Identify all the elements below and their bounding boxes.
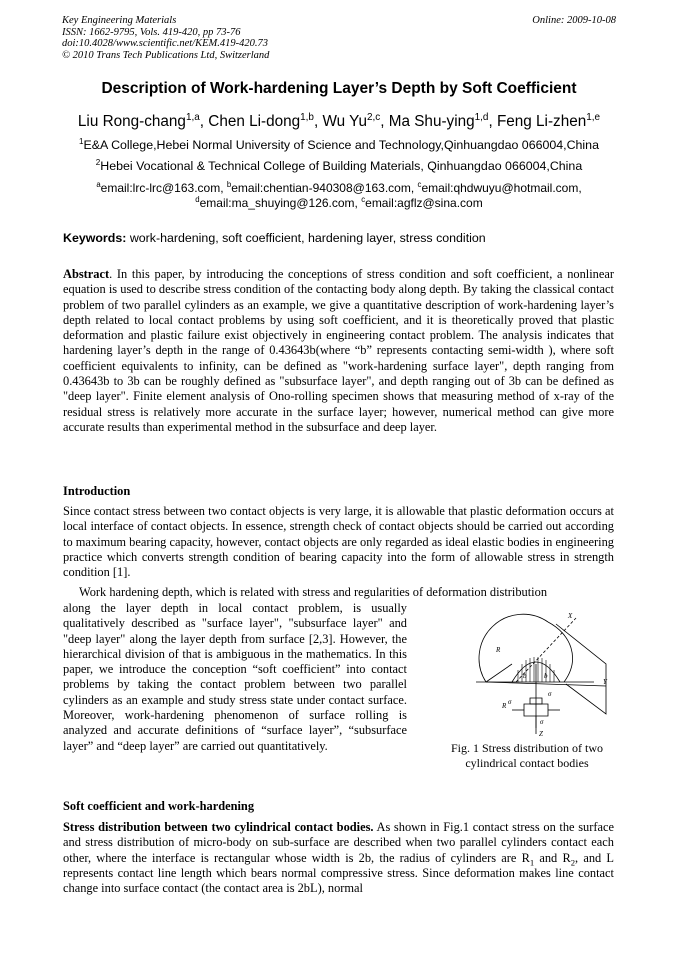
author-sup: 1,a — [185, 111, 200, 123]
section-heading-introduction: Introduction — [63, 484, 131, 498]
email-link[interactable]: email:ma_shuying@126.com, — [199, 195, 358, 210]
half-width-b-right: b — [544, 672, 548, 680]
intro-paragraph-2: along the layer depth in local contact problem, is usually qualitatively described as "surface layer", "subsurface layer" and "deep layer" along the layer depth from surface [2,3]. However, the hierarchical division of that is ambiguous in the mathematics. In this paper, we introduce the conception “soft coefficient” into contact problems by taking the contact problem between two parallel cylinders as an example and study stress state under contact surface. Moreover, work-hardening phenomenon of surface rolling is analyzed and accurate definitions of “surface layer”, “subsurface layer” and “deep layer” are carried out quantitatively. — [63, 601, 407, 753]
abstract-label: Abstract — [63, 267, 110, 281]
author-name: Chen Li-dong — [208, 113, 301, 130]
subscript-2: 2 — [570, 857, 576, 868]
running-header — [62, 15, 616, 61]
affiliation-2 — [30, 159, 648, 173]
author-name: Wu Yu — [322, 113, 367, 130]
figure-1 — [456, 604, 612, 737]
affiliation-1 — [30, 138, 648, 152]
paragraph-text: and R — [534, 850, 571, 865]
email-sup: b — [226, 180, 232, 189]
axis-z-label: Z — [539, 730, 543, 737]
author-sup: 1,b — [300, 111, 314, 123]
sigma-y-label: σ — [508, 698, 512, 706]
keywords-label: Keywords: — [63, 231, 127, 245]
affiliation-text: Hebei Vocational & Technical College of Building Materials, Qinhuangdao 066004,China — [100, 159, 583, 173]
radius-r1-line — [486, 664, 512, 682]
author-sup: 1,d — [474, 111, 489, 123]
email-sup: d — [195, 194, 200, 204]
doi-line: doi:10.4028/www.scientific.net/KEM.419-420.73 — [62, 38, 268, 50]
journal-name: Key Engineering Materials — [62, 15, 177, 26]
email-block — [40, 181, 638, 210]
paragraph-text: As shown in Fig.1 contact stress on the surface and stress distribution of micro-body on sub-surface are described when two parallel cylinders contact each other, where the interface is rectangular whose width is 2b, the radius of cylinders are R — [63, 820, 614, 865]
author-sup: 1,e — [586, 111, 601, 123]
affiliation-sup: 2 — [95, 157, 101, 167]
keywords — [63, 231, 623, 245]
abstract — [63, 267, 614, 435]
subscript-1: 1 — [529, 857, 535, 868]
intro-paragraph-2-line1: Work hardening depth, which is related with stress and regularities of deformation distribution — [79, 585, 548, 599]
intro-paragraph-1: Since contact stress between two contact objects is very large, it is allowable that plastic deformation occurs at local interface of contact objects. In essence, strength check of contact objects should be carried out according to maximum bearing capacity, however, contact objects are only regarded as ideal elastic bodies in engineering practice which converts strength condition of bearing capacity into the form of allowable stress in strength condition [1]. — [63, 504, 614, 580]
sigma-x-label: σ — [548, 690, 552, 698]
upper-cylinder-arc — [479, 614, 548, 682]
paper-title: Description of Work-hardening Layer’s Depth by Soft Coefficient — [101, 80, 577, 97]
copyright-line: © 2010 Trans Tech Publications Ltd, Switzerland — [62, 49, 270, 61]
caption-line-1: Fig. 1 Stress distribution of two — [450, 741, 603, 755]
author-name: Ma Shu-ying — [388, 113, 475, 130]
radius-r2-label: R — [502, 702, 507, 710]
affiliation-text: E&A College,Hebei Normal University of Science and Technology,Qinhuangdao 066004,China — [83, 138, 599, 152]
email-link[interactable]: email:lrc-lrc@163.com, — [100, 181, 224, 195]
radius-r1-label: R — [496, 646, 501, 654]
upper-cylinder-arc-right — [548, 622, 573, 682]
cylinder-right-face — [556, 624, 606, 714]
axis-x-label: X — [568, 612, 573, 620]
paragraph-text: , and L represents contact line length which bears normal compressive stress. Since deformation makes line contact change into surface contact (the contact area is 2bL), normal — [63, 850, 614, 896]
axis-y-label: Y — [603, 678, 607, 686]
sigma-z-label: σ — [540, 718, 544, 726]
email-sup: c — [417, 180, 422, 189]
half-width-b-left: b — [523, 672, 527, 680]
axis-y-line — [486, 682, 606, 686]
issn-line: ISSN: 1662-9795, Vols. 419-420, pp 73-76 — [62, 26, 241, 38]
stress-distribution-diagram — [456, 604, 612, 737]
section-heading-soft-coefficient: Soft coefficient and work-hardening — [63, 799, 255, 813]
author-list: Liu Rong-chang$^{1,a}$, Chen Li-dong$^{1,b}$, Wu Yu$^{2,c}$, Ma Shu-ying$^{1,d}$, Feng Li-zhen$^{1,e}$ — [77, 111, 601, 130]
email-link[interactable]: email:agflz@sina.com — [365, 195, 483, 210]
affiliation-sup: 1 — [79, 136, 84, 146]
email-sup: a — [96, 180, 101, 189]
figure-1-caption — [430, 741, 624, 771]
email-link[interactable]: email:chentian-940308@163.com, — [231, 181, 415, 195]
subsection-heading: Stress distribution between two cylindrical contact bodies. — [63, 820, 374, 834]
stress-distribution-paragraph — [63, 820, 614, 896]
keywords-text: work-hardening, soft coefficient, hardening layer, stress condition — [129, 231, 486, 245]
online-date: Online: 2009-10-08 — [532, 15, 616, 26]
email-sup: c — [361, 194, 366, 204]
author-sup: 2,c — [366, 111, 381, 123]
email-link[interactable]: email:qhdwuyu@hotmail.com, — [421, 181, 582, 195]
author-name: Feng Li-zhen — [496, 113, 587, 130]
abstract-text: . In this paper, by introducing the conceptions of stress condition and soft coefficient, a nonlinear equation is used to describe stress condition of the contacting body along depth. By taking the classical contact problem of two parallel cylinders as an example, we give a quantitative description of work-hardening layer’s depth related to local contact problems by using soft coefficient, and it is theoretically proved that plastic deformation and plastic failure exist objectively in engineering contact problem. The analysis indicates that hardening layer’s depth in the range of 0.43643b(where “b” represents contacting semi-width ), where soft coefficient equivalents to infinity, can be defined as "work-hardening surface layer", depth ranging from 0.43643b to 3b can be roughly defined as "subsurface layer", and depth ranging out of 3b can be defined as "deep layer". Finite element analysis of Ono-rolling specimen shows that measuring method of x-ray of the residual stress is relatively more accurate in the surface layer; however, numerical method can give more accurate results than experimental method in the subsurface and deep layer. — [63, 267, 614, 434]
author-name: Liu Rong-chang — [77, 113, 186, 130]
caption-line-2: cylindrical contact bodies — [465, 756, 589, 770]
